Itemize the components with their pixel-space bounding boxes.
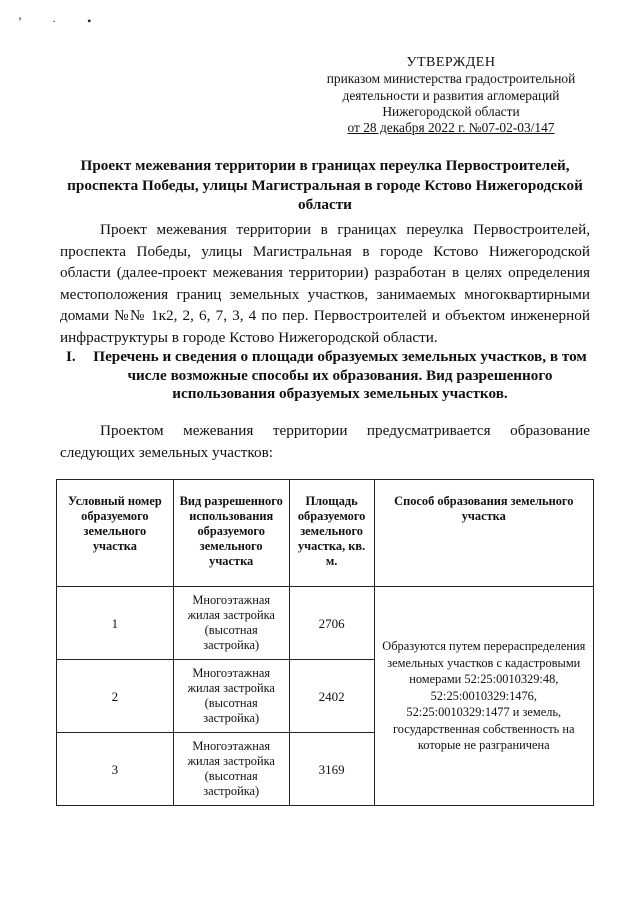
header-permitted-use: Вид разрешенного использования образуемого земельного участка xyxy=(173,480,289,587)
cell-area: 2402 xyxy=(289,660,374,733)
section-1-number: I. xyxy=(66,348,76,365)
cell-area: 2706 xyxy=(289,587,374,660)
approved-line-3: Нижегородской области xyxy=(382,103,520,119)
section-1-title: Перечень и сведения о площади образуемых земельных участков, в том числе возможные способы их образования. Вид разрешенного использования образуемых земельных участков. xyxy=(93,348,587,402)
header-formation-method: Способ образования земельного участка xyxy=(374,480,593,587)
cell-parcel-number: 3 xyxy=(57,733,174,806)
section-1-paragraph: Проектом межевания территории предусматривается образование следующих земельных участков: xyxy=(60,422,590,461)
approved-line-1: приказом министерства градостроительной xyxy=(326,71,576,87)
table-row xyxy=(57,587,594,660)
approved-date: от 28 декабря 2022 г. №07-02-03/147 xyxy=(347,120,555,136)
cell-permitted-use: Многоэтажная жилая застройка (высотная застройка) xyxy=(173,587,289,660)
header-parcel-number: Условный номер образуемого земельного участка xyxy=(57,480,174,587)
cell-permitted-use: Многоэтажная жилая застройка (высотная застройка) xyxy=(173,660,289,733)
approved-heading: УТВЕРЖДЕН xyxy=(406,55,496,70)
table-header-row xyxy=(57,480,594,587)
cell-formation-method: Образуются путем перераспределения земельных участков с кадастровыми номерами 52:25:0010329:48, 52:25:0010329:1476, 52:25:0010329:1477 и земель, государственная собственность на которые не разграничена xyxy=(374,587,593,806)
cell-permitted-use: Многоэтажная жилая застройка (высотная застройка) xyxy=(173,733,289,806)
cell-parcel-number: 2 xyxy=(57,660,174,733)
intro-paragraph: Проект межевания территории в границах переулка Первостроителей, проспекта Победы, улицы Магистральная в городе Кстово Нижегородской области (далее-проект межевания территории) разработан в целях определения местоположения границ земельных участков, занимаемых многоквартирными домами №№ 1к2, 2, 6, 7, 3, 4 по пер. Первостроителей и объектом инженерной инфраструктуры в городе Кстово Нижегородской области. xyxy=(60,221,590,346)
parcels-table xyxy=(56,479,594,806)
scan-marks: ’ · • xyxy=(18,14,106,28)
header-area: Площадь образуемого земельного участка, кв. м. xyxy=(289,480,374,587)
cell-parcel-number: 1 xyxy=(57,587,174,660)
approved-line-2: деятельности и развития агломераций xyxy=(342,87,560,103)
approval-stamp xyxy=(320,55,582,136)
cell-area: 3169 xyxy=(289,733,374,806)
section-1-heading xyxy=(60,348,590,404)
document-title: Проект межевания территории в границах переулка Первостроителей, проспекта Победы, улицы Магистральная в городе Кстово Нижегородской области xyxy=(67,157,583,213)
